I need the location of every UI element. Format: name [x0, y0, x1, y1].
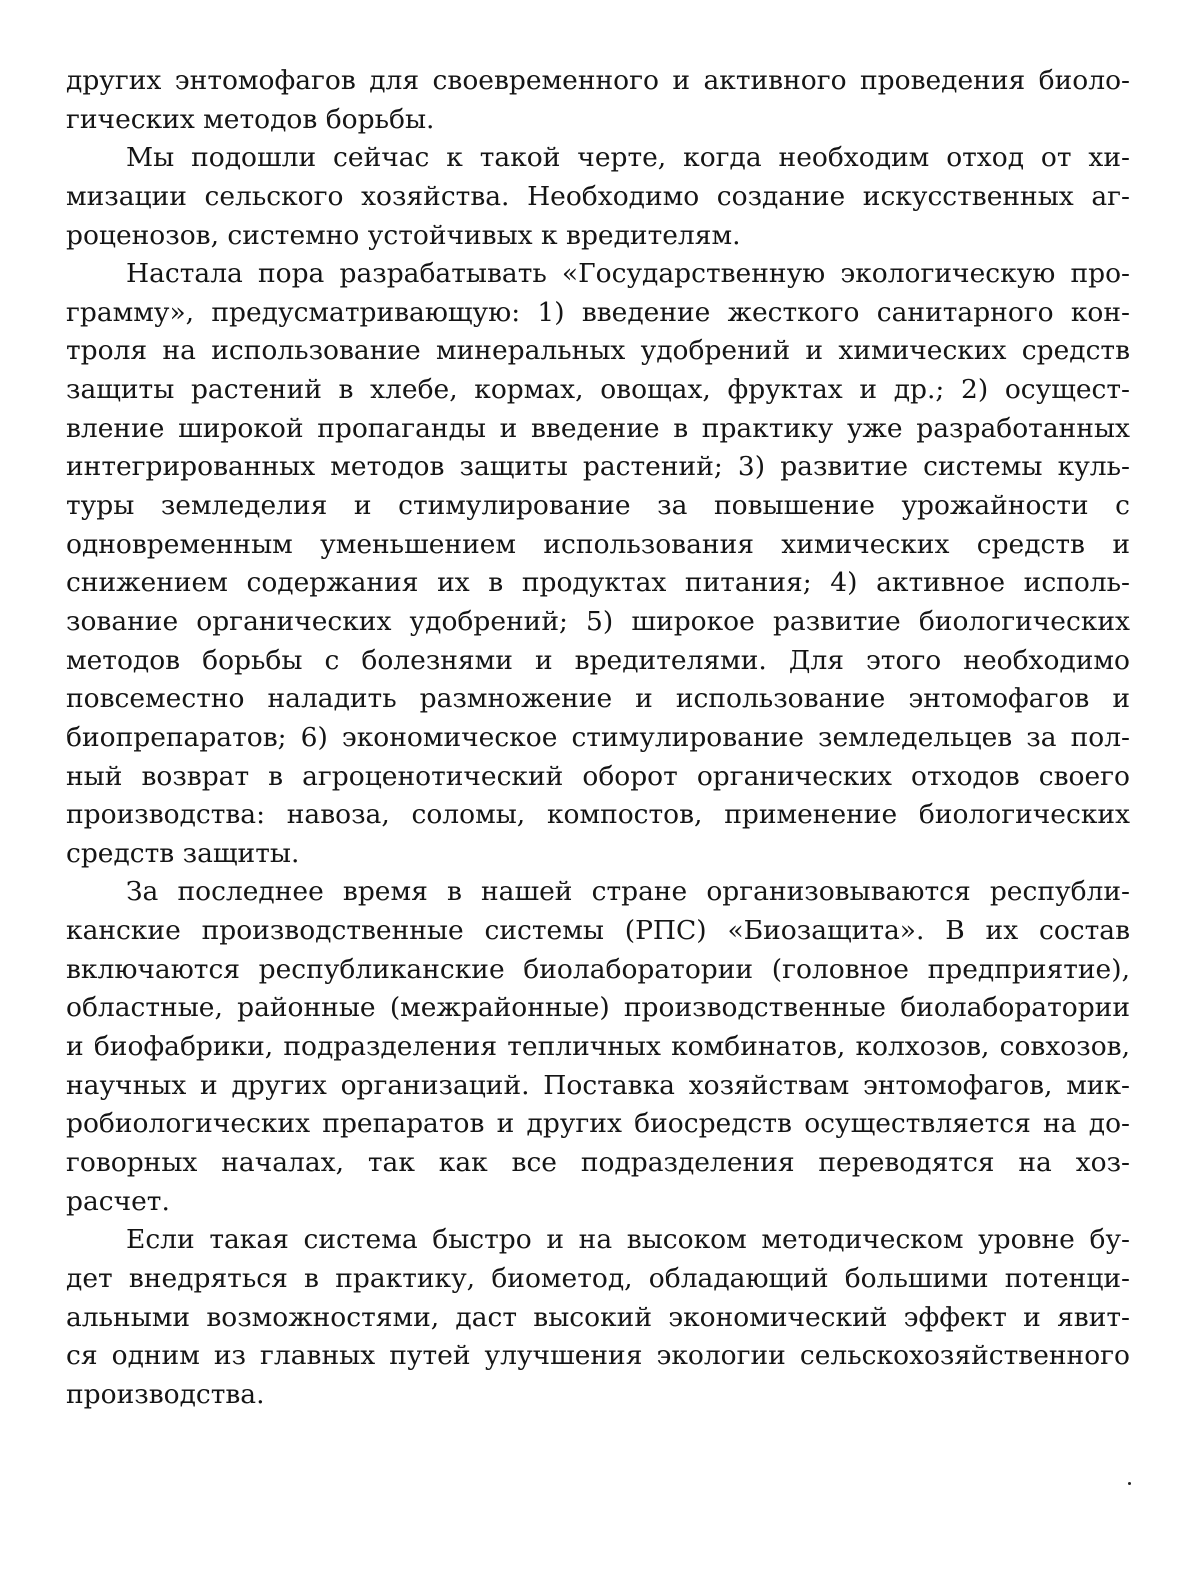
text-line: мизации сельского хозяйства. Необходимо создание искусственных аг-: [66, 180, 1130, 212]
text-line: канские производственные системы (РПС) «Биозащита». В их состав: [66, 915, 1130, 947]
text-line: областные, районные (межрайонные) производственные биолаборатории: [66, 992, 1130, 1024]
text-line: зование органических удобрений; 5) широкое развитие биологических: [66, 605, 1130, 637]
text-line: За последнее время в нашей стране организовываются республи-: [126, 876, 1130, 908]
text-line: туры земледелия и стимулирование за повышение урожайности с: [66, 490, 1130, 522]
paragraph-3: [66, 255, 1130, 873]
paragraph-2: [66, 139, 1130, 255]
text-line: Если такая система быстро и на высоком методическом уровне бу-: [126, 1224, 1130, 1256]
text-line: робиологических препаратов и других биосредств осуществляется на до-: [66, 1108, 1130, 1140]
text-line: вление широкой пропаганды и введение в практику уже разработанных: [66, 412, 1130, 444]
text-line: научных и других организаций. Поставка хозяйствам энтомофагов, мик-: [66, 1069, 1130, 1101]
print-speck: [1128, 1482, 1131, 1485]
paragraph-1: [66, 62, 1130, 139]
text-line: расчет.: [66, 1185, 170, 1217]
body-text: [66, 62, 1130, 1414]
text-line: производства: навоза, соломы, компостов, применение биологических: [66, 799, 1130, 831]
text-line: гических методов борьбы.: [66, 103, 435, 135]
text-line: защиты растений в хлебе, кормах, овощах, фруктах и др.; 2) осущест-: [66, 374, 1130, 406]
text-line: интегрированных методов защиты растений; 3) развитие системы куль-: [66, 451, 1130, 483]
text-line: грамму», предусматривающую: 1) введение жесткого санитарного кон-: [66, 296, 1130, 328]
text-line: Мы подошли сейчас к такой черте, когда необходим отход от хи-: [126, 142, 1130, 174]
text-line: биопрепаратов; 6) экономическое стимулирование земледельцев за пол-: [66, 721, 1130, 753]
text-line: альными возможностями, даст высокий экономический эффект и явит-: [66, 1301, 1130, 1333]
text-line: ся одним из главных путей улучшения экологии сельскохозяйственного: [66, 1340, 1130, 1372]
text-line: методов борьбы с болезнями и вредителями. Для этого необходимо: [66, 644, 1130, 676]
text-line: троля на использование минеральных удобрений и химических средств: [66, 335, 1130, 367]
paragraph-4: [66, 873, 1130, 1221]
text-line: включаются республиканские биолаборатории (головное предприятие),: [66, 953, 1130, 985]
text-line: Настала пора разрабатывать «Государственную экологическую про-: [126, 258, 1130, 290]
text-line: дет внедряться в практику, биометод, обладающий большими потенци-: [66, 1262, 1130, 1294]
text-line: роценозов, системно устойчивых к вредителям.: [66, 219, 741, 251]
text-line: ный возврат в агроценотический оборот органических отходов своего: [66, 760, 1130, 792]
text-line: средств защиты.: [66, 837, 300, 869]
text-line: и биофабрики, подразделения тепличных комбинатов, колхозов, совхозов,: [66, 1031, 1130, 1063]
text-line: говорных началах, так как все подразделения переводятся на хоз-: [66, 1146, 1130, 1178]
text-line: производства.: [66, 1378, 265, 1410]
text-line: повсеместно наладить размножение и использование энтомофагов и: [66, 683, 1130, 715]
text-line: других энтомофагов для своевременного и активного проведения биоло-: [66, 65, 1130, 96]
text-line: одновременным уменьшением использования химических средств и: [66, 528, 1130, 560]
paragraph-5: [66, 1221, 1130, 1414]
text-line: снижением содержания их в продуктах питания; 4) активное исполь-: [66, 567, 1130, 599]
